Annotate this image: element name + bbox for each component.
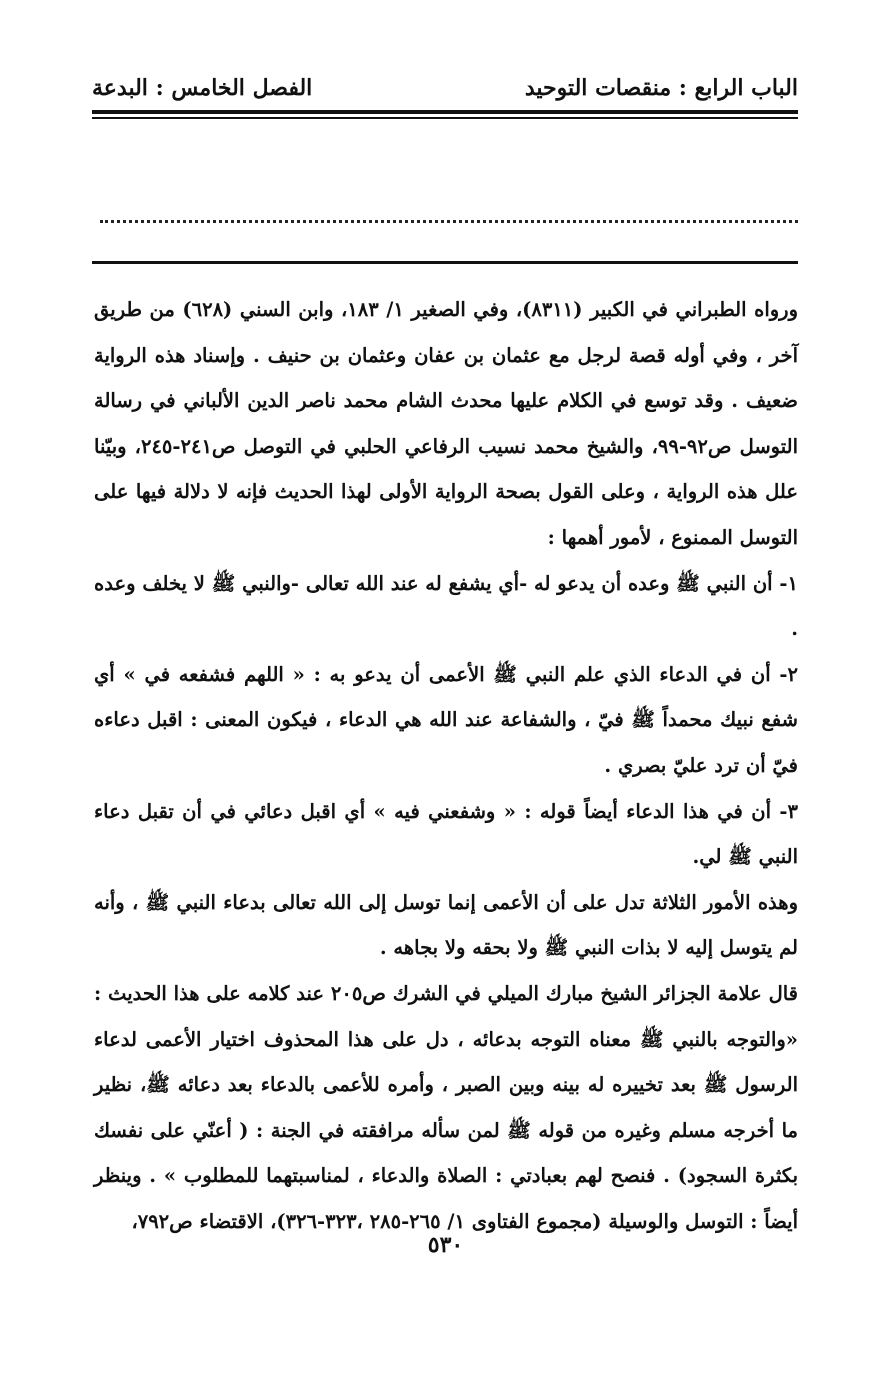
page-number: ٥٣٠ xyxy=(427,1232,464,1258)
footnote-body xyxy=(94,287,798,1244)
header-rule-top xyxy=(92,110,798,114)
footnote-point-3: ٣- أن في هذا الدعاء أيضاً قوله : « وشفعني فيه » أي اقبل دعائي في أن تقبل دعاء النبي ﷺ لي. xyxy=(94,799,798,869)
section-title: الفصل الخامس : البدعة xyxy=(92,75,313,101)
footnote-paragraph-3: قال علامة الجزائر الشيخ مبارك الميلي في الشرك ص٢٠٥ عند كلامه على هذا الحديث : «والتوجه بالنبي ﷺ معناه التوجه بدعائه ، دل على هذا المحذوف اختيار الأعمى لدعاء الرسول ﷺ بعد تخييره له بينه وبين الصبر ، وأمره للأعمى بالدعاء بعد دعائه ﷺ، نظير ما أخرجه مسلم وغيره من قوله ﷺ لمن سأله مرافقته في الجنة : ( أعنّي على نفسك بكثرة السجود) . فنصح لهم بعبادتي : الصلاة والدعاء ، لمناسبتهما للمطلوب » . وينظر أيضاً : التوسل والوسيلة (مجموع الفتاوى ١/ ٢٦٥-٢٨٥ ،٣٢٣-٣٢٦)، الاقتضاء ص٧٩٢، xyxy=(94,981,799,1233)
footnote-point-2: ٢- أن في الدعاء الذي علم النبي ﷺ الأعمى أن يدعو به : « اللهم فشفعه في » أي شفع نبيك محمداً ﷺ فيّ ، والشفاعة عند الله هي الدعاء ، فيكون المعنى : اقبل دعاءه فيّ أن ترد عليّ بصري . xyxy=(94,662,798,777)
footnote-paragraph-1: ورواه الطبراني في الكبير (٨٣١١)، وفي الصغير ١/ ١٨٣، وابن السني (٦٢٨) من طريق آخر ، وفي أوله قصة لرجل مع عثمان بن عفان وعثمان بن حنيف . وإسناد هذه الرواية ضعيف . وقد توسع في الكلام عليها محدث الشام محمد ناصر الدين الألباني في رسالة التوسل ص٩٢-٩٩، والشيخ محمد نسيب الرفاعي الحلبي في التوصل ص٢٤١-٢٤٥، وبيّنا علل هذه الرواية ، وعلى القول بصحة الرواية الأولى لهذا الحديث فإنه لا دلالة فيها على التوسل الممنوع ، لأمور أهمها : xyxy=(94,298,799,549)
footnote-rule xyxy=(92,261,798,264)
footnote-paragraph-2: وهذه الأمور الثلاثة تدل على أن الأعمى إنما توسل إلى الله تعالى بدعاء النبي ﷺ ، وأنه لم يتوسل إليه لا بذات النبي ﷺ ولا بحقه ولا بجاهه . xyxy=(94,890,798,960)
chapter-title: الباب الرابع : منقصات التوحيد xyxy=(524,75,798,101)
dotted-separator xyxy=(100,200,798,223)
header-rule-bottom xyxy=(92,117,798,119)
page-header xyxy=(92,70,798,106)
footnote-point-1: ١- أن النبي ﷺ وعده أن يدعو له -أي يشفع له عند الله تعالى -والنبي ﷺ لا يخلف وعده . xyxy=(94,571,798,641)
